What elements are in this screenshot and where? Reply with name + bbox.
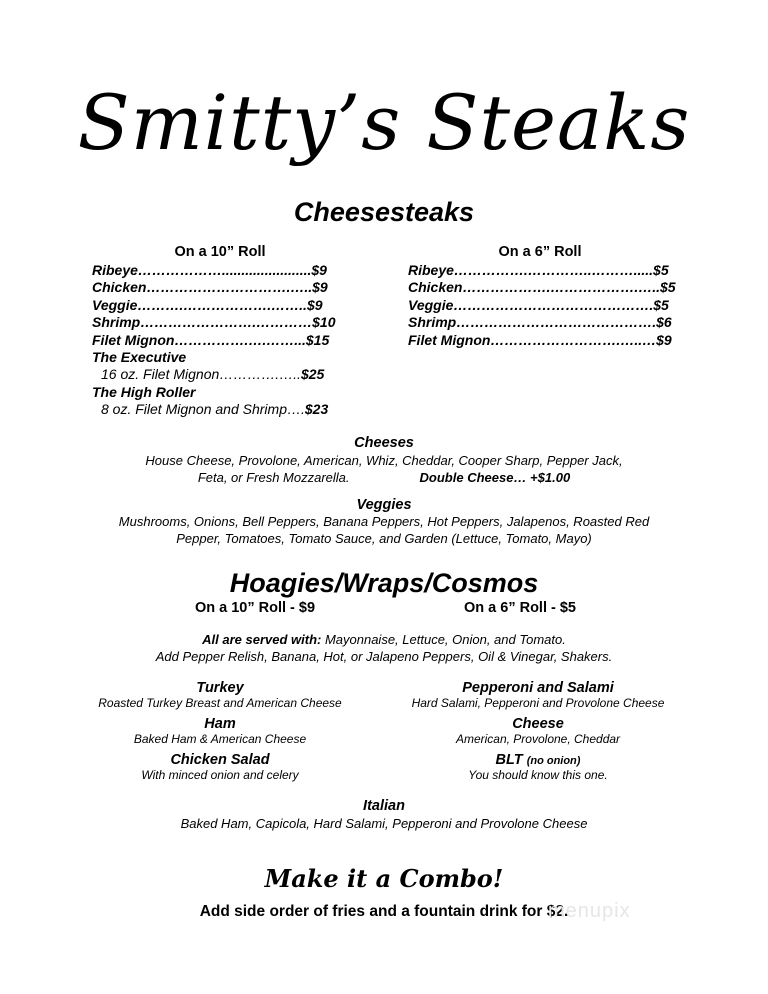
combo-heading: Make it a Combo! <box>264 864 504 893</box>
blt-desc: You should know this one. <box>468 768 608 782</box>
menu-item-highroller-name: The High Roller <box>92 383 196 400</box>
hoagie-right-column <box>388 680 688 782</box>
served-text: Mayonnaise, Lettuce, Onion, and Tomato. <box>321 632 566 647</box>
menu-item-executive-desc <box>92 366 335 383</box>
menu-item-chicken-6: Chicken……………….……………….…..$5 <box>408 279 676 296</box>
menu-item-filet-6: Filet Mignon……………………….…..…$9 <box>408 331 672 348</box>
highroller-desc-text: 8 oz. Filet Mignon and Shrimp…. <box>101 401 305 418</box>
cheeses-heading: Cheeses <box>354 435 414 451</box>
menu-item-ribeye-6: Ribeye…………….…………..……….....$5 <box>408 262 669 278</box>
italian-name: Italian <box>363 798 405 814</box>
served-line <box>0 632 768 649</box>
turkey-desc: Roasted Turkey Breast and American Cheese <box>98 696 342 710</box>
chicken-salad-desc: With minced onion and celery <box>141 768 299 782</box>
restaurant-title: Smitty’s Steaks <box>77 78 691 167</box>
roll6-header: On a 6” Roll <box>498 244 582 260</box>
hoagies-price-10: On a 10” Roll - $9 <box>194 600 316 616</box>
watermark-logo: menupix <box>548 900 631 922</box>
blt-note: (no onion) <box>526 755 581 767</box>
hoagie-left-column <box>70 680 370 782</box>
veggies-line1: Mushrooms, Onions, Bell Peppers, Banana Peppers, Hot Peppers, Jalapenos, Roasted Red <box>118 514 650 529</box>
blt-title <box>388 752 688 768</box>
turkey-name: Turkey <box>196 680 244 696</box>
cheeses-line1: House Cheese, Provolone, American, Whiz, Cheddar, Cooper Sharp, Pepper Jack, <box>145 453 623 468</box>
combo-text: Add side order of fries and a fountain drink for $2. <box>199 903 569 920</box>
hoagies-served <box>0 632 768 665</box>
cheese-desc: American, Provolone, Cheddar <box>455 732 621 746</box>
pepperoni-salami-desc: Hard Salami, Pepperoni and Provolone Cheese <box>411 696 665 710</box>
roll10-header: On a 10” Roll <box>174 244 266 260</box>
add-line: Add Pepper Relish, Banana, Hot, or Jalapeno Peppers, Oil & Vinegar, Shakers. <box>155 648 613 664</box>
menu-item-highroller-desc <box>92 401 335 418</box>
highroller-price: $23 <box>304 401 329 418</box>
menu-item-veggie-10: Veggie……….……………….……..$9 <box>92 296 323 313</box>
double-cheese: Double Cheese… +$1.00 <box>419 469 571 485</box>
veggies-list <box>0 514 768 547</box>
executive-price: $25 <box>300 366 325 383</box>
hoagies-heading: Hoagies/Wraps/Cosmos <box>229 568 539 598</box>
menu-item-veggie-6: Veggie…………………………………….$5 <box>408 296 669 313</box>
chicken-salad-name: Chicken Salad <box>170 752 270 768</box>
veggies-heading: Veggies <box>356 497 412 513</box>
cheeses-list <box>0 453 768 486</box>
cheese-name: Cheese <box>512 716 564 732</box>
cheeses-line2-wrap <box>0 470 768 487</box>
ham-desc: Baked Ham & American Cheese <box>133 732 307 746</box>
menu-item-chicken-10: Chicken………………………….…..$9 <box>92 279 328 296</box>
served-label: All are served with: <box>202 632 322 647</box>
cheesesteaks-heading: Cheesesteaks <box>293 197 475 227</box>
executive-desc-text: 16 oz. Filet Mignon………….….. <box>101 366 301 383</box>
veggies-line2: Pepper, Tomatoes, Tomato Sauce, and Garden (Lettuce, Tomato, Mayo) <box>176 530 592 546</box>
pepperoni-salami-name: Pepperoni and Salami <box>462 680 614 696</box>
hoagies-price-6: On a 6” Roll - $5 <box>464 600 576 616</box>
blt-name: BLT <box>495 752 523 768</box>
ham-name: Ham <box>204 716 236 732</box>
roll10-menu <box>92 262 335 419</box>
italian-desc: Baked Ham, Capicola, Hard Salami, Pepperoni and Provolone Cheese <box>180 816 588 831</box>
menu-item-executive-name: The Executive <box>92 349 187 366</box>
cheeses-line2: Feta, or Fresh Mozzarella. <box>197 469 350 485</box>
roll6-menu <box>408 262 676 349</box>
menu-item-shrimp-6: Shrimp…………………………………….$6 <box>408 314 672 331</box>
menu-item-ribeye-10: Ribeye……………….......................$9 <box>92 262 327 278</box>
menu-item-filet-10: Filet Mignon…………….….……...$15 <box>92 331 330 348</box>
menu-item-shrimp-10: Shrimp…………………….…………$10 <box>92 314 336 331</box>
